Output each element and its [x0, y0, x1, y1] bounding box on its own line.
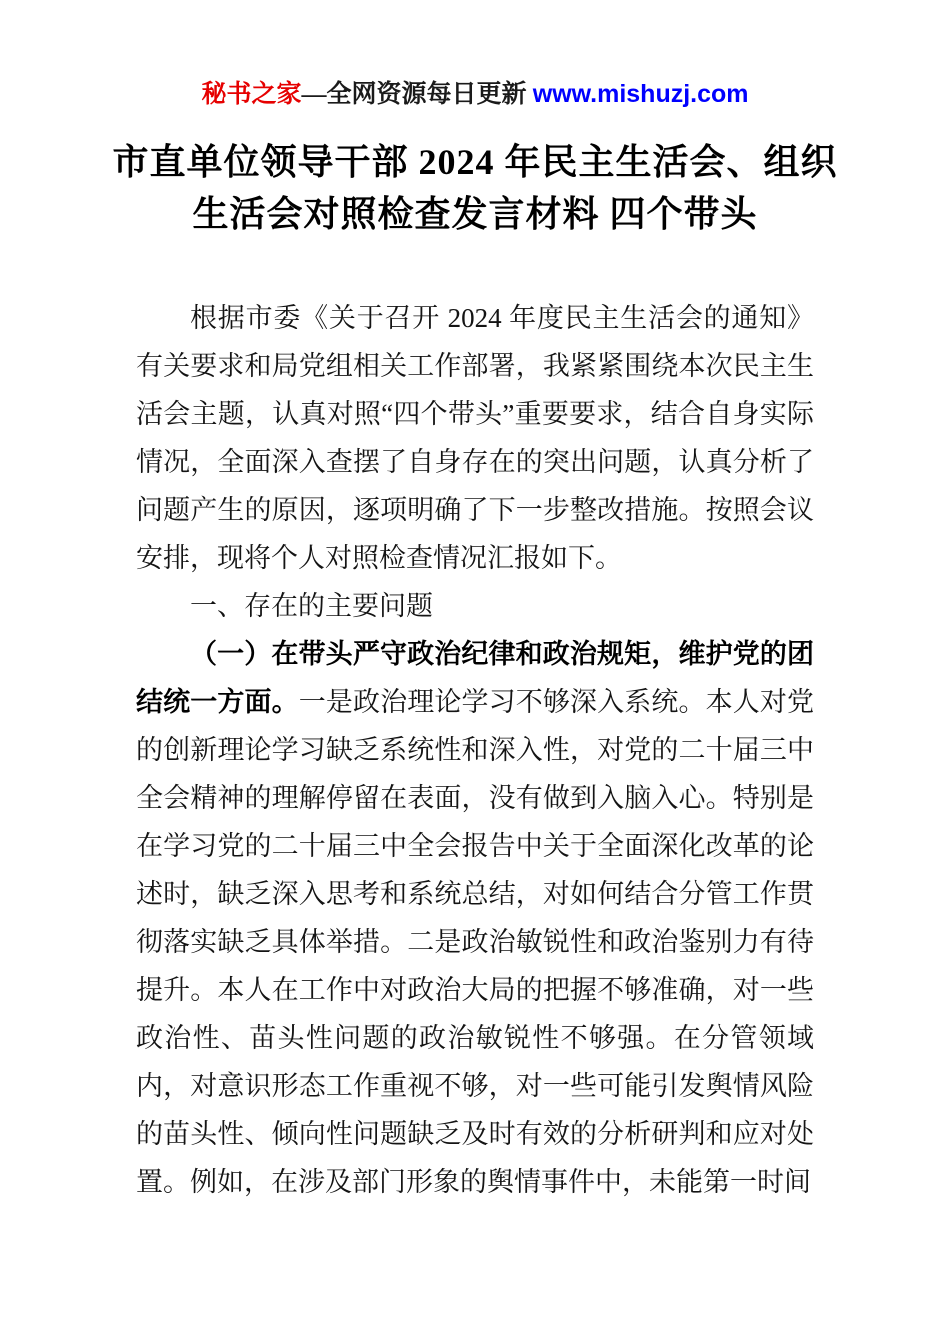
site-tagline: —全网资源每日更新: [301, 81, 533, 108]
site-url-link[interactable]: www.mishuzj.com: [532, 80, 749, 108]
site-header: [136, 78, 814, 112]
document-title: 市直单位领导干部 2024 年民主生活会、组织生活会对照检查发言材料 四个带头: [112, 141, 838, 234]
section-1-heading: 一、存在的主要问题: [190, 590, 433, 621]
intro-paragraph: 根据市委《关于召开 2024 年度民主生活会的通知》有关要求和局党组相关工作部署，我紧紧围绕本次民主生活会主题，认真对照“四个带头”重要要求，结合自身实际情况，全面深入查摆了自身存在的突出问题，认真分析了问题产生的原因，逐项明确了下一步整改措施。按照会议安排，现将个人对照检查情况汇报如下。: [136, 302, 814, 573]
item-1-lead: （一）在带头严守政治纪律和政治规矩，维护党的团结统一方面。: [136, 638, 814, 717]
site-brand: 秘书之家: [201, 81, 302, 108]
item-1-body: 一是政治理论学习不够深入系统。本人对党的创新理论学习缺乏系统性和深入性，对党的二十届三中全会精神的理解停留在表面，没有做到入脑入心。特别是在学习党的二十届三中全会报告中关于全面深化改革的论述时，缺乏深入思考和系统总结，对如何结合分管工作贯彻落实缺乏具体举措。二是政治敏锐性和政治鉴别力有待提升。本人在工作中对政治大局的把握不够准确，对一些政治性、苗头性问题的政治敏锐性不够强。在分管领域内，对意识形态工作重视不够，对一些可能引发舆情风险的苗头性、倾向性问题缺乏及时有效的分析研判和应对处置。例如，在涉及部门形象的舆情事件中，未能第一时间: [136, 686, 814, 1197]
item-1-paragraph: [136, 630, 814, 1206]
